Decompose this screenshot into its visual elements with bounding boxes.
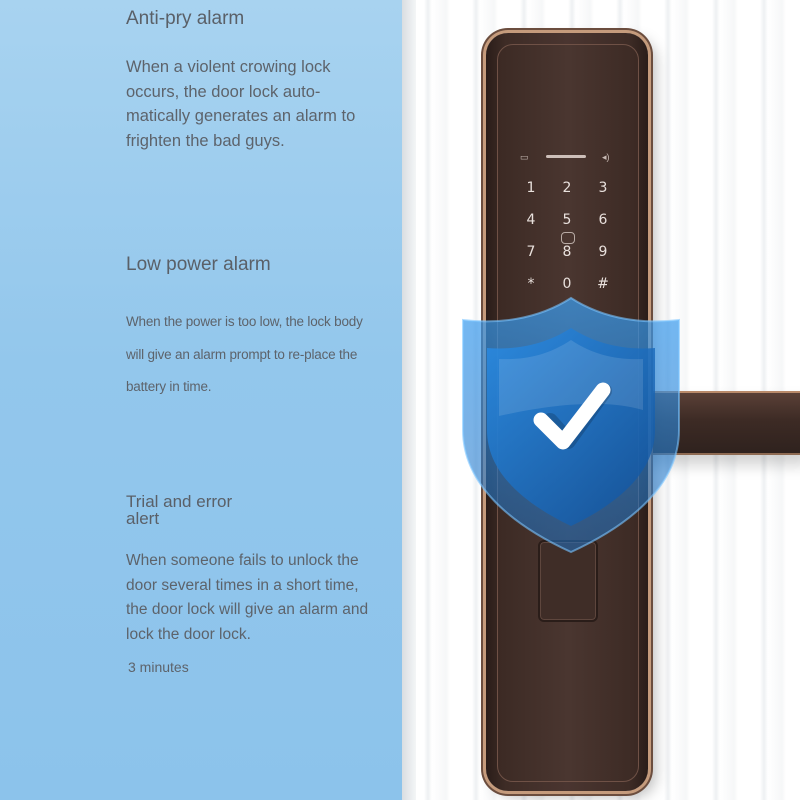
- lockout-duration-note: 3 minutes: [128, 659, 189, 675]
- key-8[interactable]: 8: [562, 244, 572, 260]
- shield-check-icon: [455, 290, 687, 560]
- key-3[interactable]: 3: [598, 180, 608, 196]
- key-5[interactable]: 5: [562, 212, 572, 228]
- key-7[interactable]: 7: [526, 244, 536, 260]
- low-power-alarm-title: Low power alarm: [126, 254, 271, 275]
- anti-pry-alarm-text: When a violent crowing lock occurs, the door lock auto-matically generates an alarm to frighten the bad guys.: [126, 58, 356, 151]
- key-0[interactable]: 0: [562, 276, 572, 292]
- key-1[interactable]: 1: [526, 180, 536, 196]
- key-2[interactable]: 2: [562, 180, 572, 196]
- door-edge: [402, 0, 416, 800]
- key-star[interactable]: *: [527, 276, 535, 292]
- display-indicator: [546, 155, 586, 158]
- key-6[interactable]: 6: [598, 212, 608, 228]
- key-4[interactable]: 4: [526, 212, 536, 228]
- key-hash[interactable]: #: [597, 276, 609, 292]
- trial-error-alert-title: Trial and error alert: [126, 492, 233, 528]
- battery-icon: ▭: [520, 152, 529, 162]
- speaker-icon: ◂): [602, 152, 610, 162]
- trial-error-alert-text: When someone fails to unlock the door several times in a short time, the door lock will give an alarm and lock the door lock.: [126, 552, 369, 643]
- card-sensor-icon: [561, 232, 575, 244]
- key-9[interactable]: 9: [598, 244, 608, 260]
- low-power-alarm-text: When the power is too low, the lock body will give an alarm prompt to re-place the battery in time.: [126, 314, 363, 394]
- anti-pry-alarm-title: Anti-pry alarm: [126, 8, 245, 29]
